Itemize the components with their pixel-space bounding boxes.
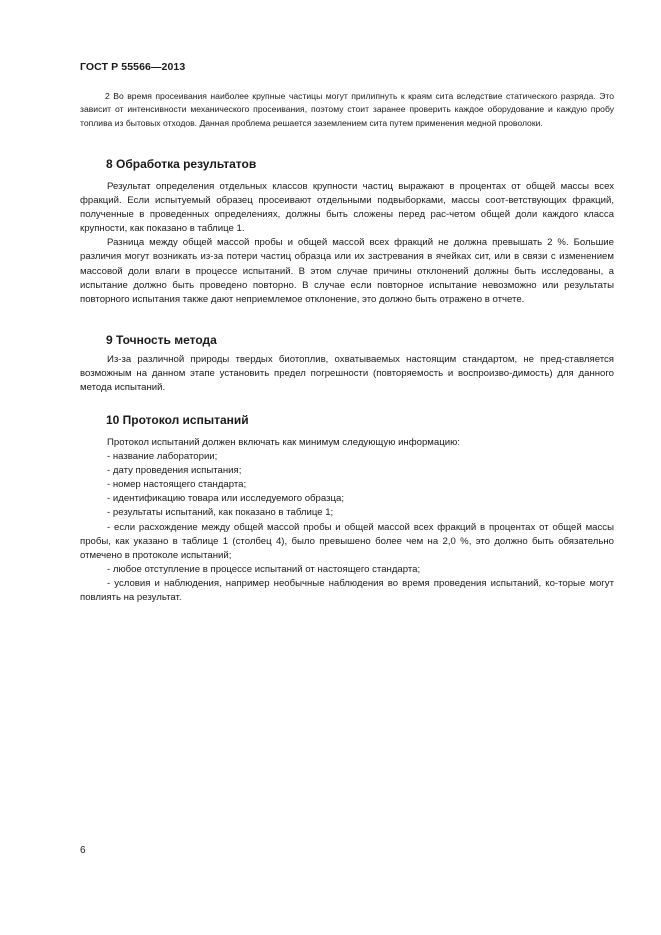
list-item: - если расхождение между общей массой пробы и общей массой всех фракций в процентах от общей массы пробы, как указано в таблице 1 (столбец 4), было превышено более чем на 2,0 %, это должно быть обязательно отмечено в протоколе испытаний; [80, 521, 614, 561]
section-9-heading: 9 Точность метода [106, 333, 217, 347]
section-8-paragraph: Результат определения отдельных классов крупности частиц выражают в процентах от общей массы всех фракций. Если испытуемый образец просеивают отдельными подвыборками, массы соот-ветствующих фракций, полученные в проведенных определениях, должны быть сложены перед рас-четом общей доли каждого класса крупности, как показано в таблице 1. [80, 181, 614, 235]
section-9-paragraph: Из-за различной природы твердых биотоплив, охватываемых настоящим стандартом, не пред-ставляется возможным на данном этапе установить предел погрешности (повторяемость и воспроизво-димость) для данного метода испытаний. [80, 354, 614, 394]
section-8-heading: 8 Обработка результатов [106, 157, 257, 171]
section-10-intro: Протокол испытаний должен включать как минимум следующую информацию: [107, 437, 460, 448]
section-10-body [80, 436, 614, 605]
list-item: - идентификацию товара или исследуемого образца; [107, 493, 344, 505]
list-item: - любое отступление в процессе испытаний от настоящего стандарта; [107, 563, 421, 575]
section-10-heading: 10 Протокол испытаний [106, 413, 249, 427]
section-9-body [80, 353, 614, 395]
note-paragraph: 2 Во время просеивания наиболее крупные частицы могут прилипнуть к краям сита вследствие статического разряда. Это зависит от интенсивности механического просеивания, поэтому стоит заранее проверить каждое оборудование и каждую пробу топлива из бытовых отходов. Данная проблема решается заземлением сита путем применения медной проволоки. [80, 91, 614, 128]
list-item: - условия и наблюдения, например необычные наблюдения во время проведения испытаний, ко-торые могут повлиять на результат. [80, 577, 614, 604]
list-item: - номер настоящего стандарта; [107, 479, 247, 491]
list-item: - название лаборатории; [107, 451, 218, 463]
page-number: 6 [80, 845, 86, 856]
document-code: ГОСТ Р 55566—2013 [80, 61, 186, 73]
note-block [80, 90, 614, 130]
section-8-body [80, 180, 614, 307]
list-item: - дату проведения испытания; [107, 465, 242, 477]
list-item: - результаты испытаний, как показано в таблице 1; [107, 507, 334, 519]
section-8-paragraph: Разница между общей массой пробы и общей массой всех фракций не должна превышать 2 %. Большие различия могут возникать из-за потери частиц образца или их застревания в ячейках сит, или в связи с изменением массовой доли влаги в процессе испытаний. В этом случае причины отклонений должны быть исследованы, а испытание должно быть проведено повторно. В случае если повторное испытание невозможно или результаты повторного испытания также дают неприемлемое отклонение, это должно быть отражено в отчете. [80, 237, 614, 305]
